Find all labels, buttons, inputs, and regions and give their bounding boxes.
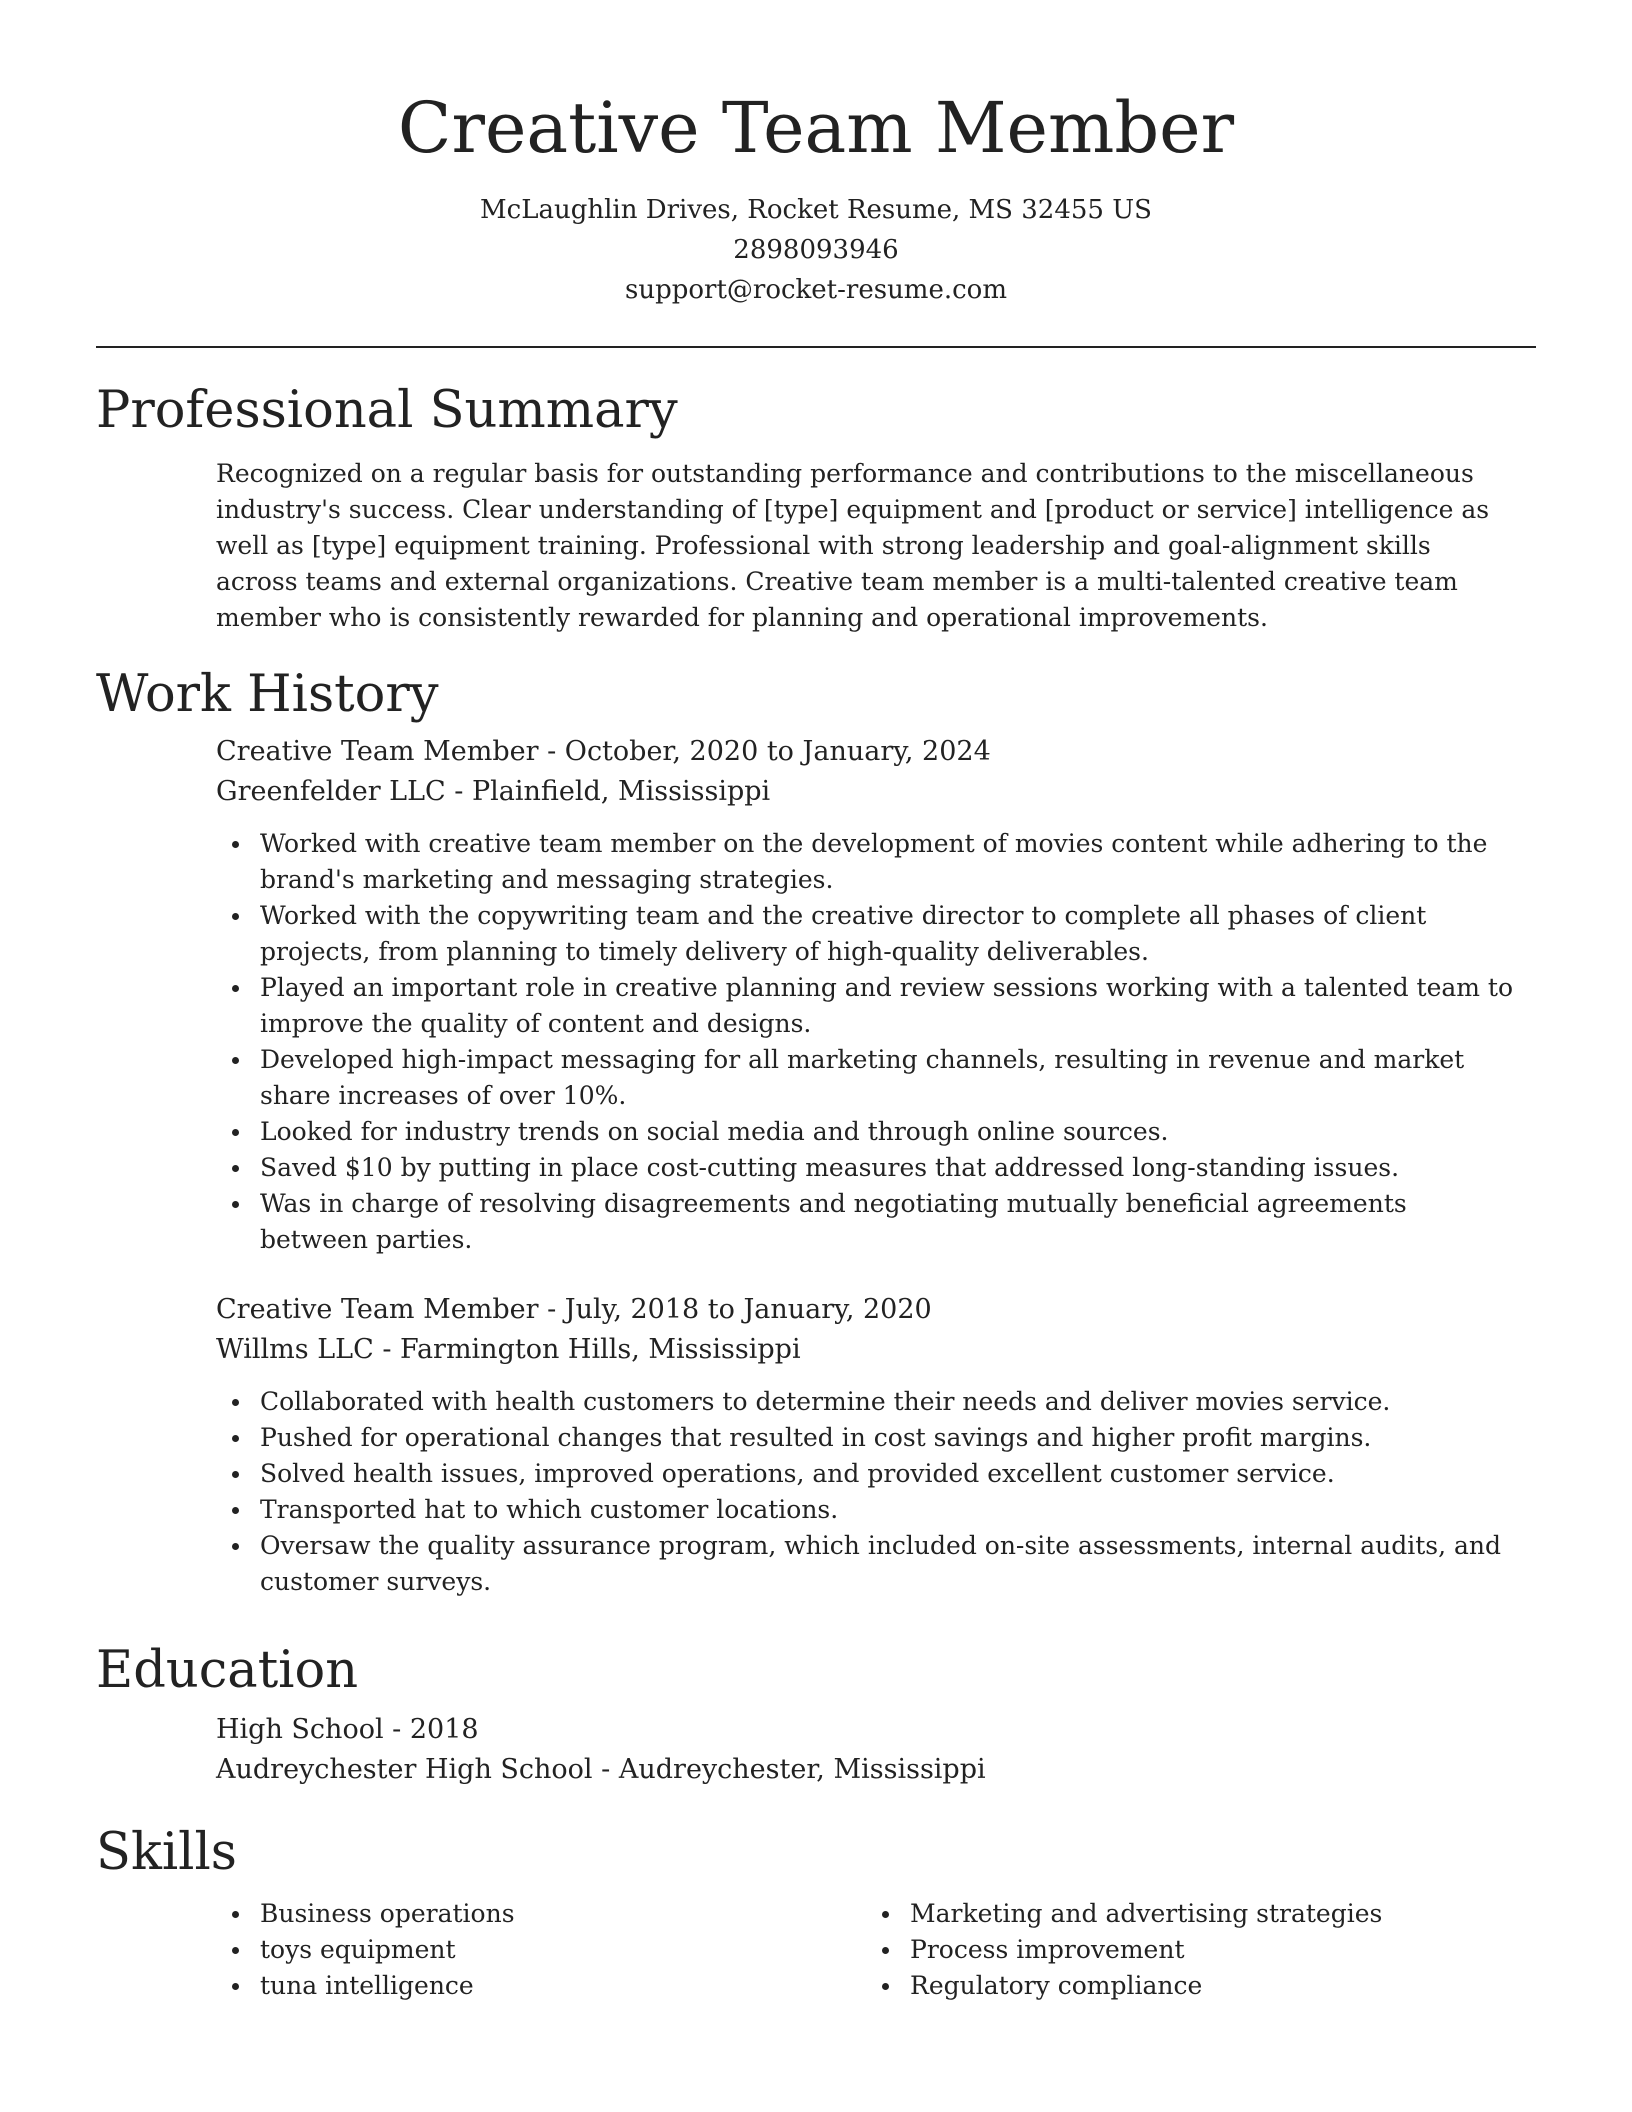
job-bullets — [216, 826, 1516, 1258]
skills-column-right — [866, 1888, 1516, 2004]
job-entry — [216, 732, 1516, 1258]
list-item: Worked with the copywriting team and the creative director to complete all phases of client projects, from planning to timely delivery of high-quality deliverables. — [260, 898, 1516, 970]
skills-column-left — [216, 1888, 866, 2004]
work-section — [96, 664, 1536, 1600]
job-entry — [216, 1290, 1516, 1600]
job-dates: - October, 2020 to January, 2024 — [538, 736, 991, 767]
job-location: - Farmington Hills, Mississippi — [373, 1334, 801, 1365]
education-title: Education — [96, 1641, 359, 1700]
skills-title: Skills — [96, 1823, 237, 1882]
job-company-line — [216, 772, 1516, 812]
list-item: Collaborated with health customers to determine their needs and deliver movies service. — [260, 1384, 1516, 1420]
skills-section — [96, 1822, 1536, 2004]
phone: 2898093946 — [733, 235, 899, 265]
list-item: Marketing and advertising strategies — [910, 1896, 1516, 1932]
list-item: Played an important role in creative planning and review sessions working with a talented team to improve the quality of content and designs. — [260, 970, 1516, 1042]
job-title-line — [216, 732, 1516, 772]
education-degree-line — [216, 1710, 1516, 1750]
job-company-line — [216, 1330, 1516, 1370]
job-bullets — [216, 1384, 1516, 1600]
list-item: Transported hat to which customer locations. — [260, 1492, 1516, 1528]
summary-text: Recognized on a regular basis for outstanding performance and contributions to the miscellaneous industry's success. Clear understanding of [type] equipment and [product or service] intelligence as well as [type] equipment training. Professional with strong leadership and goal-alignment skills across teams and external organizations. Creative team member is a multi-talented creative team member who is consistently rewarded for planning and operational improvements. — [216, 459, 1490, 632]
list-item: Business operations — [260, 1896, 866, 1932]
summary-title: Professional Summary — [96, 381, 678, 440]
list-item: toys equipment — [260, 1932, 866, 1968]
list-item: Regulatory compliance — [910, 1968, 1516, 2004]
job-location: - Plainfield, Mississippi — [445, 776, 771, 807]
job-position: Creative Team Member — [216, 1294, 539, 1325]
education-year: - 2018 — [383, 1714, 479, 1745]
resume-page — [96, 0, 1536, 2000]
candidate-name: Creative Team Member — [397, 87, 1235, 169]
list-item: Process improvement — [910, 1932, 1516, 1968]
job-position: Creative Team Member — [216, 736, 539, 767]
list-item: Pushed for operational changes that resulted in cost savings and higher profit margins. — [260, 1420, 1516, 1456]
contact-block — [96, 190, 1536, 310]
job-company: Willms LLC — [216, 1334, 374, 1365]
list-item: Saved $10 by putting in place cost-cutting measures that addressed long-standing issues. — [260, 1150, 1516, 1186]
list-item: Was in charge of resolving disagreements and negotiating mutually beneficial agreements between parties. — [260, 1186, 1516, 1258]
list-item: tuna intelligence — [260, 1968, 866, 2004]
education-school-line — [216, 1750, 1516, 1790]
address: McLaughlin Drives, Rocket Resume, MS 32455 US — [480, 195, 1152, 225]
list-item: Worked with creative team member on the development of movies content while adhering to the brand's marketing and messaging strategies. — [260, 826, 1516, 898]
skills-list-right — [866, 1896, 1516, 2004]
list-item: Developed high-impact messaging for all marketing channels, resulting in revenue and market share increases of over 10%. — [260, 1042, 1516, 1114]
list-item: Looked for industry trends on social media and through online sources. — [260, 1114, 1516, 1150]
list-item: Solved health issues, improved operations, and provided excellent customer service. — [260, 1456, 1516, 1492]
skills-list-left — [216, 1896, 866, 2004]
work-title: Work History — [96, 665, 439, 724]
summary-section — [96, 380, 1536, 636]
education-school: Audreychester High School — [216, 1754, 593, 1785]
list-item: Oversaw the quality assurance program, which included on-site assessments, internal audits, and customer surveys. — [260, 1528, 1516, 1600]
education-location: - Audreychester, Mississippi — [592, 1754, 986, 1785]
header-divider — [96, 346, 1536, 348]
education-section — [96, 1640, 1536, 1790]
job-company: Greenfelder LLC — [216, 776, 446, 807]
job-dates: - July, 2018 to January, 2020 — [538, 1294, 932, 1325]
education-degree: High School — [216, 1714, 384, 1745]
skills-grid — [216, 1888, 1516, 2004]
email: support@rocket-resume.com — [624, 275, 1007, 305]
job-title-line — [216, 1290, 1516, 1330]
